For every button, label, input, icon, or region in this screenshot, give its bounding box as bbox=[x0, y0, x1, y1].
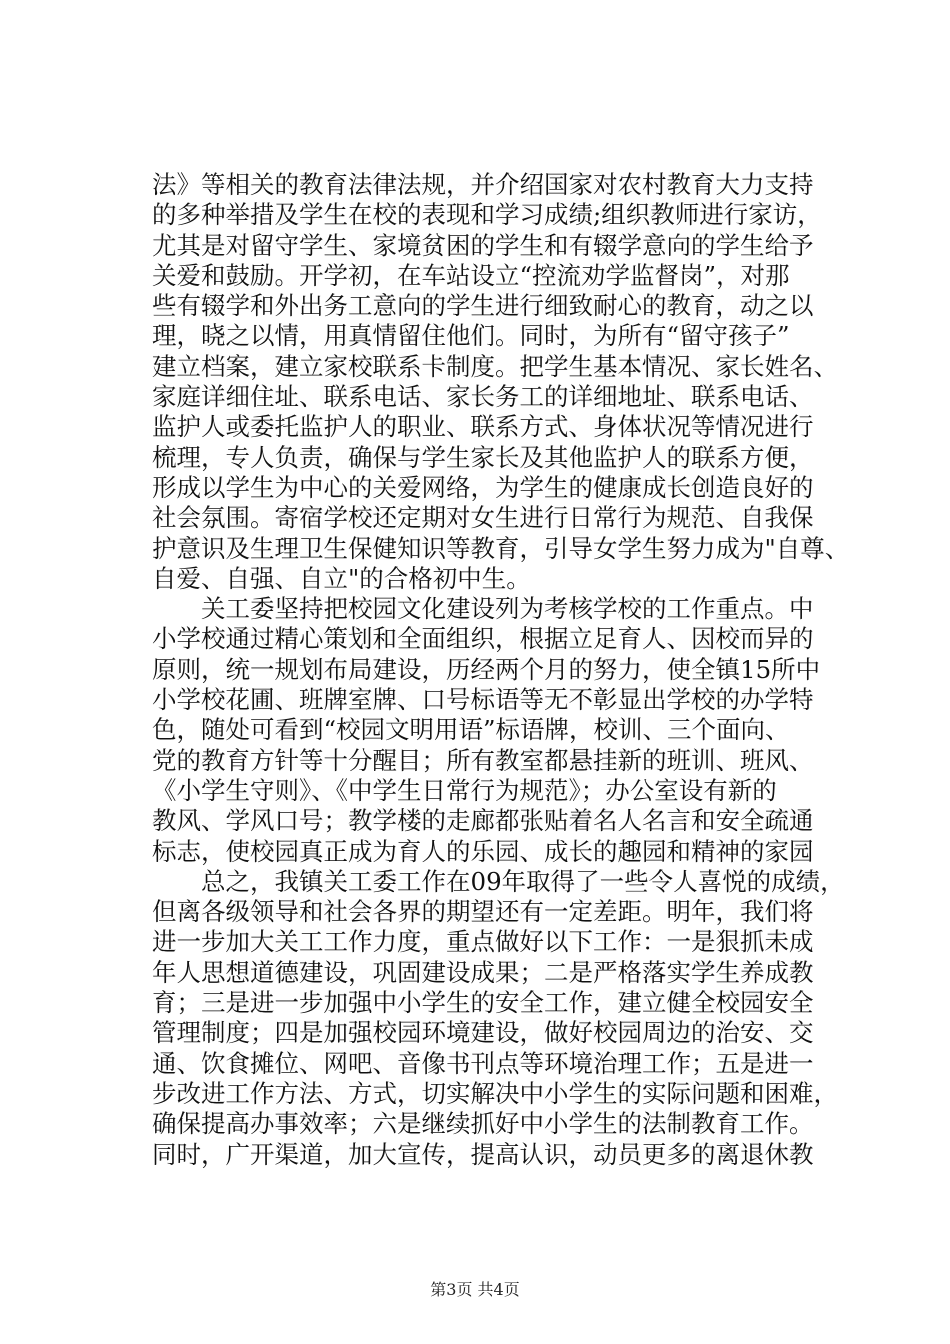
text-line: 建立档案，建立家校联系卡制度。把学生基本情况、家长姓名、 bbox=[152, 351, 838, 381]
text-line: 育；三是进一步加强中小学生的安全工作，建立健全校园安全 bbox=[152, 988, 814, 1018]
text-line: 确保提高办事效率；六是继续抓好中小学生的法制教育工作。 bbox=[152, 1109, 814, 1139]
text-line: 《小学生守则》、《中学生日常行为规范》；办公室设有新的 bbox=[152, 775, 777, 805]
text-line: 家庭详细住址、联系电话、家长务工的详细地址、联系电话、 bbox=[152, 382, 814, 412]
text-line: 党的教育方针等十分醒目；所有教室都悬挂新的班训、班风、 bbox=[152, 745, 814, 775]
text-line: 总之，我镇关工委工作在09年取得了一些令人喜悦的成绩， bbox=[201, 866, 845, 896]
text-line: 管理制度；四是加强校园环境建设，做好校园周边的治安、交 bbox=[152, 1018, 814, 1048]
text-line: 通、饮食摊位、网吧、音像书刊点等环境治理工作；五是进一 bbox=[152, 1048, 814, 1078]
text-line: 关工委坚持把校园文化建设列为考核学校的工作重点。中 bbox=[201, 594, 814, 624]
text-line: 小学校花圃、班牌室牌、口号标语等无不彰显出学校的办学特 bbox=[152, 685, 814, 715]
text-line: 法》等相关的教育法律法规，并介绍国家对农村教育大力支持 bbox=[152, 170, 814, 199]
text-line: 护意识及生理卫生保健知识等教育，引导女学生努力成为"自尊、 bbox=[152, 533, 850, 563]
text-line: 尤其是对留守学生、家境贫困的学生和有辍学意向的学生给予 bbox=[152, 230, 814, 260]
text-line: 些有辍学和外出务工意向的学生进行细致耐心的教育，动之以 bbox=[152, 291, 814, 321]
text-line: 原则，统一规划布局建设，历经两个月的努力，使全镇15所中 bbox=[152, 654, 821, 684]
text-line: 标志，使校园真正成为育人的乐园、成长的趣园和精神的家园 bbox=[152, 836, 814, 866]
text-line: 但离各级领导和社会各界的期望还有一定差距。明年，我们将 bbox=[152, 897, 814, 927]
text-line: 的多种举措及学生在校的表现和学习成绩;组织教师进行家访， bbox=[152, 200, 822, 230]
text-line: 同时，广开渠道，加大宣传，提高认识，动员更多的离退休教 bbox=[152, 1139, 814, 1169]
text-line: 进一步加大关工工作力度，重点做好以下工作：一是狠抓未成 bbox=[152, 927, 814, 957]
text-line: 理，晓之以情，用真情留住他们。同时，为所有“留守孩子” bbox=[152, 321, 790, 351]
text-line: 自爱、自强、自立"的合格初中生。 bbox=[152, 563, 531, 593]
text-line: 小学校通过精心策划和全面组织，根据立足育人、因校而异的 bbox=[152, 624, 814, 654]
text-line: 关爱和鼓励。开学初，在车站设立“控流劝学监督岗”，对那 bbox=[152, 260, 790, 290]
page-footer: 第3页 共4页 bbox=[430, 1280, 520, 1299]
text-line: 形成以学生为中心的关爱网络，为学生的健康成长创造良好的 bbox=[152, 472, 814, 502]
text-line: 教风、学风口号；教学楼的走廊都张贴着名人名言和安全疏通 bbox=[152, 806, 814, 836]
text-line: 梳理，专人负责，确保与学生家长及其他监护人的联系方便， bbox=[152, 442, 814, 472]
text-line: 监护人或委托监护人的职业、联系方式、身体状况等情况进行 bbox=[152, 412, 814, 442]
text-line: 色，随处可看到“校园文明用语”标语牌，校训、三个面向、 bbox=[152, 715, 790, 745]
body-text bbox=[152, 170, 850, 1170]
text-line: 年人思想道德建设，巩固建设成果；二是严格落实学生养成教 bbox=[152, 957, 814, 987]
text-line: 步改进工作方法、方式，切实解决中小学生的实际问题和困难， bbox=[152, 1078, 838, 1108]
text-line: 社会氛围。寄宿学校还定期对女生进行日常行为规范、自我保 bbox=[152, 503, 814, 533]
